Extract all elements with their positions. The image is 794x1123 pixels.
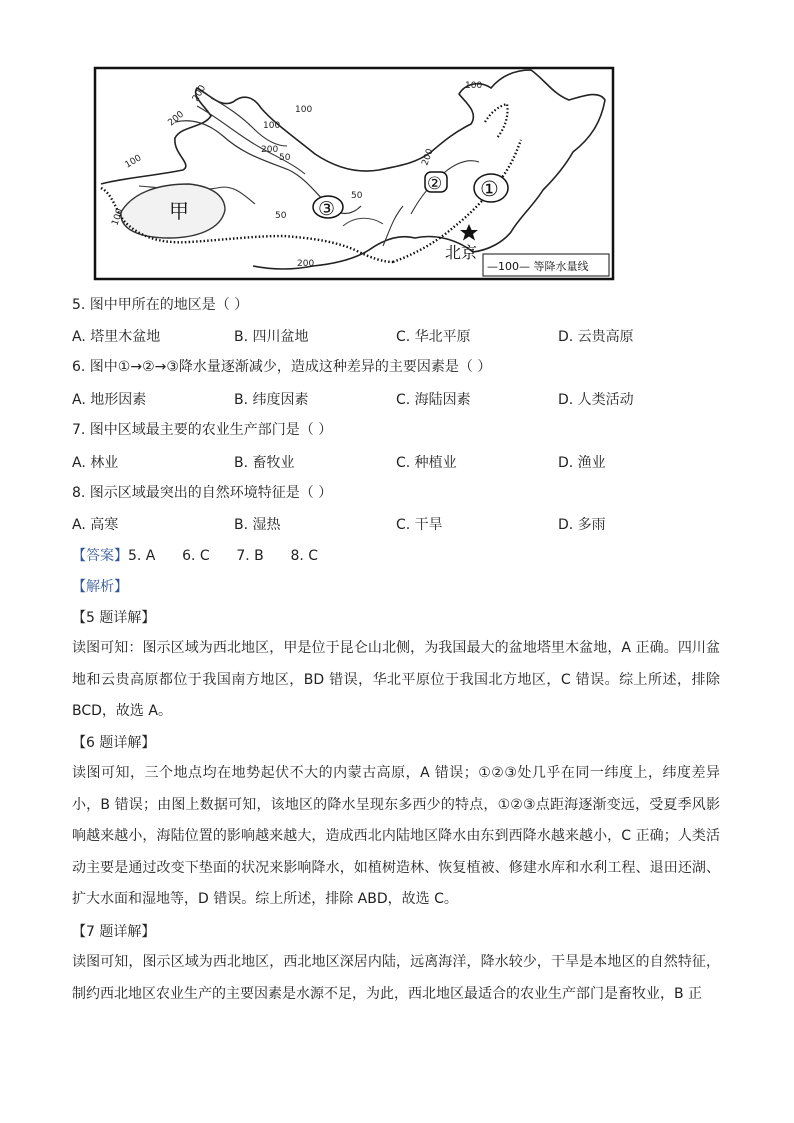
detail-6-text: 读图可知，三个地点均在地势起伏不大的内蒙古高原，A 错误；①②③处几乎在同一纬度上，纬度差异小，B 错误；由图上数据可知，该地区的降水呈现东多西少的特点，①②③点距海逐渐变远，受夏季风影响越来越小，海陆位置的影响越来越大，造成西北内陆地区降水由东到西降水越来越小，C 正确；人类活动主要是通过改变下垫面的状况来影响降水，如植树造林、恢复植被、修建水库和水利工程、退田还湖、扩大水面和湿地等，D 错误。综上所述，排除 ABD，故选 C。 (72, 765, 720, 907)
isoline-label: 100 (295, 105, 313, 115)
question-5-options (72, 326, 732, 346)
detail-7-heading: 【7 题详解】 (72, 924, 156, 940)
option: A. 高寒 (72, 517, 119, 533)
isoline-label: 100 (123, 153, 144, 171)
option: C. 种植业 (396, 455, 457, 471)
option: D. 渔业 (558, 455, 606, 471)
question-8-options (72, 514, 732, 534)
isoline-label: 100 (263, 121, 281, 131)
isoline-label: 100 (465, 81, 483, 91)
option: B. 四川盆地 (234, 329, 309, 345)
option: A. 林业 (72, 455, 119, 471)
answer-label: 【答案】 (72, 548, 128, 564)
option: D. 人类活动 (558, 392, 634, 408)
answer-text: 5. A 6. C 7. B 8. C (128, 548, 319, 564)
option: B. 湿热 (234, 517, 281, 533)
detail-5-text: 读图可知：图示区域为西北地区，甲是位于昆仑山北侧，为我国最大的盆地塔里木盆地，A 正确。四川盆地和云贵高原都位于我国南方地区，BD 错误，华北平原位于我国北方地区，C 错误。综上所述，排除 BCD，故选 A。 (72, 640, 720, 719)
map-marker-1: ① (480, 177, 499, 201)
isoline-label: 50 (351, 191, 363, 201)
isoline-label: 50 (275, 211, 287, 221)
option: D. 多雨 (558, 517, 606, 533)
isoline-label: 200 (190, 83, 209, 104)
isoline-label: 200 (297, 259, 315, 269)
option: C. 海陆因素 (396, 392, 471, 408)
option: A. 塔里木盆地 (72, 329, 161, 345)
map-legend: —100— 等降水量线 (487, 260, 589, 273)
answer-line (72, 546, 318, 566)
option: D. 云贵高原 (558, 329, 634, 345)
isoline-label: 200 (420, 147, 436, 168)
precipitation-map (93, 66, 615, 281)
option: C. 华北平原 (396, 329, 471, 345)
detail-6-heading: 【6 题详解】 (72, 735, 156, 751)
question-5-stem: 5. 图中甲所在的地区是（ ） (72, 297, 249, 313)
option: A. 地形因素 (72, 392, 147, 408)
map-label-jia: 甲 (169, 199, 189, 223)
option: C. 干旱 (396, 517, 443, 533)
detail-7-text: 读图可知，图示区域为西北地区，西北地区深居内陆，远离海洋，降水较少，干旱是本地区的自然特征，制约西北地区农业生产的主要因素是水源不足，为此，西北地区最适合的农业生产部门是畜牧业，B 正 (72, 954, 720, 1002)
question-7-options (72, 452, 732, 472)
detail-5-heading: 【5 题详解】 (72, 610, 156, 626)
isoline-label: 200 (166, 109, 187, 129)
option: B. 纬度因素 (234, 392, 309, 408)
map-marker-3: ③ (318, 198, 336, 220)
question-8-stem: 8. 图示区域最突出的自然环境特征是（ ） (72, 485, 333, 501)
map-label-beijing: 北京 (445, 243, 478, 262)
isoline-label: 100 (110, 207, 126, 228)
map-marker-2: ② (427, 174, 443, 194)
analysis-label: 【解析】 (72, 579, 128, 595)
question-7-stem: 7. 图中区域最主要的农业生产部门是（ ） (72, 422, 333, 438)
isoline-label: 200 (261, 145, 279, 155)
question-6-options (72, 389, 732, 409)
question-6-stem: 6. 图中①→②→③降水量逐渐减少，造成这种差异的主要因素是（ ） (72, 359, 492, 375)
isoline-label: 50 (279, 153, 291, 163)
option: B. 畜牧业 (234, 455, 295, 471)
